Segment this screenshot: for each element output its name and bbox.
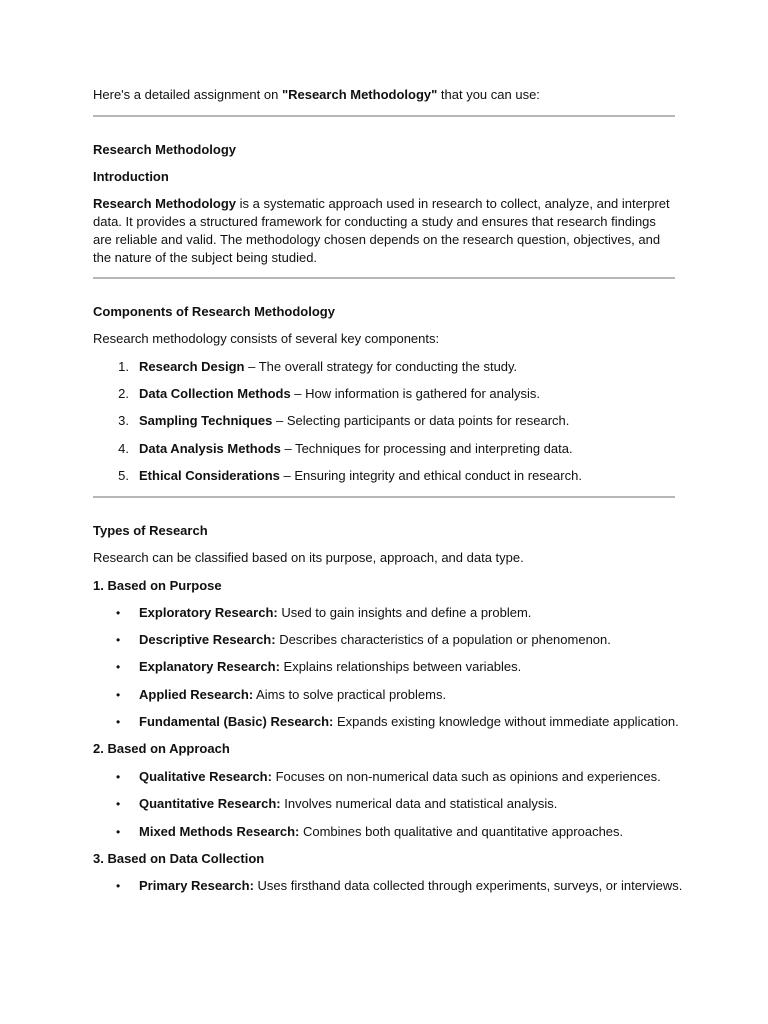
approach-heading: 2. Based on Approach (93, 741, 230, 756)
list-item: Fundamental (Basic) Research: Expands existing knowledge without immediate application. (139, 714, 679, 729)
list-number: 2. (118, 386, 129, 401)
list-number: 3. (118, 413, 129, 428)
data-collection-heading: 3. Based on Data Collection (93, 851, 265, 866)
types-lead: Research can be classified based on its purpose, approach, and data type. (93, 550, 524, 565)
intro-suffix: that you can use: (437, 87, 540, 102)
list-item: Mixed Methods Research: Combines both qualitative and quantitative approaches. (139, 824, 624, 839)
list-item: Qualitative Research: Focuses on non-numerical data such as opinions and experiences. (139, 769, 661, 784)
list-item: Explanatory Research: Explains relationships between variables. (139, 659, 522, 674)
bullet-icon: • (116, 688, 121, 702)
doc-title: Research Methodology (93, 142, 237, 157)
bullet-icon: • (116, 879, 121, 893)
bullet-icon: • (116, 770, 121, 784)
list-item: Data Analysis Methods – Techniques for processing and interpreting data. (139, 441, 573, 456)
list-number: 5. (118, 468, 129, 483)
list-item: Exploratory Research: Used to gain insights and define a problem. (139, 605, 532, 620)
list-number: 1. (118, 359, 129, 374)
section-divider (93, 277, 675, 279)
introduction-lead: Research Methodology (93, 196, 237, 211)
components-lead: Research methodology consists of several key components: (93, 331, 440, 346)
intro-line (93, 86, 540, 104)
section-divider (93, 496, 675, 498)
list-item: Ethical Considerations – Ensuring integrity and ethical conduct in research. (139, 468, 582, 483)
list-item: Sampling Techniques – Selecting participants or data points for research. (139, 413, 570, 428)
purpose-heading: 1. Based on Purpose (93, 578, 222, 593)
introduction-text: is a systematic approach used in research to collect, analyze, and interpret data. It provides a structured framework for conducting a study and ensures that research findings are reliable and valid. The methodology chosen depends on the research question, objectives, and the nature of the subject being studied. (93, 196, 670, 265)
list-item: Applied Research: Aims to solve practical problems. (139, 687, 447, 702)
list-number: 4. (118, 441, 129, 456)
list-item: Data Collection Methods – How information is gathered for analysis. (139, 386, 540, 401)
bullet-icon: • (116, 660, 121, 674)
components-heading: Components of Research Methodology (93, 304, 335, 319)
list-item: Descriptive Research: Describes characteristics of a population or phenomenon. (139, 632, 611, 647)
bullet-icon: • (116, 797, 121, 811)
bullet-icon: • (116, 633, 121, 647)
list-item: Primary Research: Uses firsthand data collected through experiments, surveys, or interviews. (139, 878, 683, 893)
bullet-icon: • (116, 606, 121, 620)
list-item: Quantitative Research: Involves numerical data and statistical analysis. (139, 796, 558, 811)
intro-quoted-title: "Research Methodology" (281, 87, 438, 102)
intro-prefix: Here's a detailed assignment on (93, 87, 282, 102)
introduction-heading: Introduction (93, 169, 169, 184)
introduction-paragraph (93, 195, 675, 267)
list-item: Research Design – The overall strategy for conducting the study. (139, 359, 518, 374)
section-divider (93, 115, 675, 117)
bullet-icon: • (116, 825, 121, 839)
bullet-icon: • (116, 715, 121, 729)
types-heading: Types of Research (93, 523, 208, 538)
